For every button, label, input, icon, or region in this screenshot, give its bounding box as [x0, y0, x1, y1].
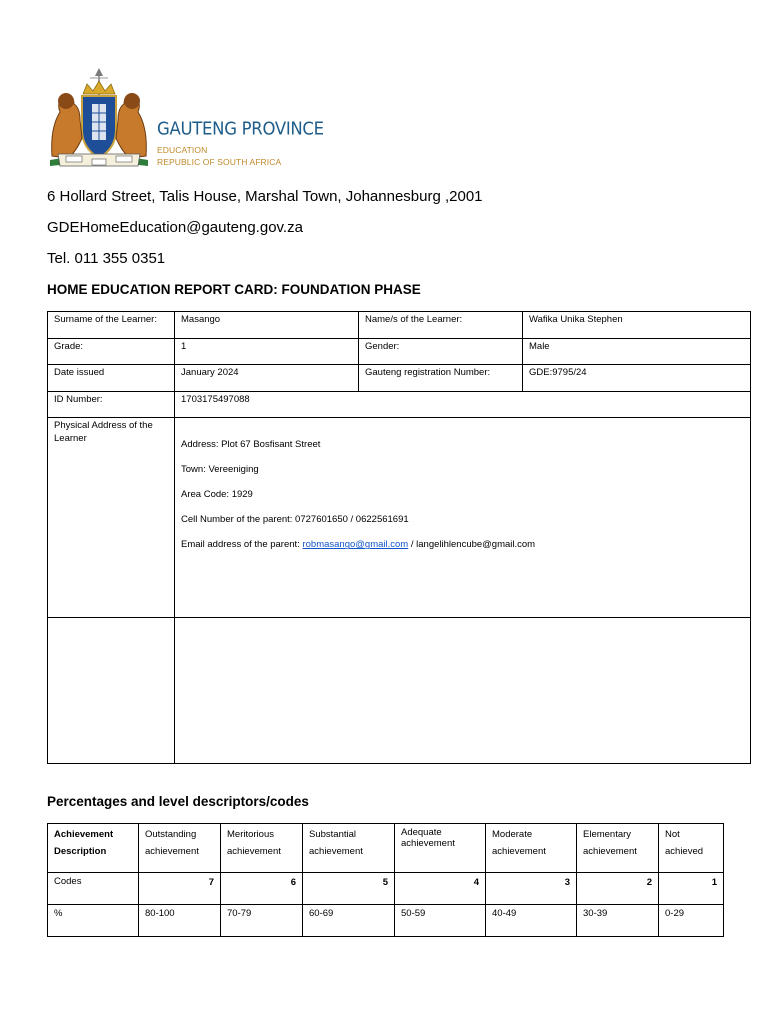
- level-desc: Outstanding: [145, 829, 197, 840]
- table-row: [48, 418, 751, 618]
- gender-label: Gender:: [359, 338, 523, 365]
- id-number-value: 1703175497088: [175, 391, 751, 418]
- blank-cell: [175, 618, 751, 764]
- office-email: GDEHomeEducation@gauteng.gov.za: [47, 219, 303, 236]
- physical-address-details: [175, 418, 751, 618]
- levels-title: Percentages and level descriptors/codes: [47, 794, 309, 809]
- date-issued-label: Date issued: [48, 365, 175, 392]
- codes-label: Codes: [48, 873, 139, 905]
- date-issued-value: January 2024: [175, 365, 359, 392]
- level-percent: 60-69: [303, 905, 395, 937]
- gender-value: Male: [523, 338, 751, 365]
- level-code: 3: [486, 873, 577, 905]
- level-desc: Substantial: [309, 829, 357, 840]
- brand-subtitle-country: REPUBLIC OF SOUTH AFRICA: [157, 157, 282, 167]
- table-row: [48, 873, 724, 905]
- learner-info-table: [47, 311, 751, 764]
- brand-subtitle-education: EDUCATION: [157, 145, 208, 155]
- level-desc: Moderate: [492, 829, 533, 840]
- office-telephone: Tel. 011 355 0351: [47, 250, 166, 267]
- table-row: [48, 312, 751, 339]
- area-code-line: Area Code: 1929: [181, 489, 253, 501]
- parent-email-link[interactable]: robmasango@gmail.com: [302, 539, 409, 551]
- level-desc: achievement: [227, 846, 281, 857]
- physical-address-label: Physical Address of the Learner: [48, 418, 175, 618]
- address-line: Address: Plot 67 Bosfisant Street: [181, 439, 321, 451]
- level-desc-cell: [303, 824, 395, 873]
- parent-email-label: Email address of the parent:: [181, 539, 303, 551]
- percent-label: %: [48, 905, 139, 937]
- level-desc-cell: [659, 824, 724, 873]
- table-row: [48, 905, 724, 937]
- gauteng-logo: [46, 68, 324, 172]
- id-number-label: ID Number:: [48, 391, 175, 418]
- report-title: HOME EDUCATION REPORT CARD: FOUNDATION PHASE: [47, 282, 421, 297]
- parent-email-line: [181, 538, 744, 551]
- coat-of-arms-icon: [46, 68, 152, 172]
- level-code: 5: [303, 873, 395, 905]
- town-line: Town: Vereeniging: [181, 464, 259, 476]
- table-row: [48, 618, 751, 764]
- level-desc-cell: [139, 824, 221, 873]
- grade-value: 1: [175, 338, 359, 365]
- level-desc: Meritorious: [227, 829, 274, 840]
- level-desc: achievement: [145, 846, 199, 857]
- level-desc: achieved: [665, 846, 704, 857]
- level-desc-cell: [577, 824, 659, 873]
- level-desc: achievement: [492, 846, 546, 857]
- registration-value: GDE:9795/24: [523, 365, 751, 392]
- level-code: 6: [221, 873, 303, 905]
- surname-value: Masango: [175, 312, 359, 339]
- surname-label: Surname of the Learner:: [48, 312, 175, 339]
- grade-label: Grade:: [48, 338, 175, 365]
- brand-title: GAUTENG PROVINCE: [157, 118, 324, 139]
- level-percent: 40-49: [486, 905, 577, 937]
- header-line-1: Achievement: [54, 829, 114, 840]
- level-desc-cell: [395, 824, 486, 873]
- table-row: [48, 365, 751, 392]
- level-code: 2: [577, 873, 659, 905]
- parent-cell-line: Cell Number of the parent: 0727601650 / 0622561691: [181, 514, 409, 526]
- level-percent: 50-59: [395, 905, 486, 937]
- level-percent: 70-79: [221, 905, 303, 937]
- level-desc: Elementary: [583, 829, 632, 840]
- achievement-description-header: [48, 824, 139, 873]
- level-desc-cell: [486, 824, 577, 873]
- levels-table: [47, 823, 724, 937]
- level-code: 4: [395, 873, 486, 905]
- level-percent: 80-100: [139, 905, 221, 937]
- level-desc-cell: [221, 824, 303, 873]
- level-code: 1: [659, 873, 724, 905]
- header-line-2: Description: [54, 846, 107, 857]
- level-desc: achievement: [583, 846, 637, 857]
- level-percent: 0-29: [659, 905, 724, 937]
- blank-cell: [48, 618, 175, 764]
- names-value: Wafika Unika Stephen: [523, 312, 751, 339]
- level-percent: 30-39: [577, 905, 659, 937]
- level-desc: achievement: [309, 846, 363, 857]
- parent-email-secondary: / langelihlencube@gmail.com: [408, 539, 536, 551]
- level-desc: Not: [665, 829, 680, 840]
- level-desc: Adequate: [401, 827, 442, 838]
- table-row: [48, 338, 751, 365]
- level-code: 7: [139, 873, 221, 905]
- office-address: 6 Hollard Street, Talis House, Marshal Town, Johannesburg ,2001: [47, 188, 483, 205]
- names-label: Name/s of the Learner:: [359, 312, 523, 339]
- level-desc: achievement: [401, 838, 455, 849]
- table-row: [48, 391, 751, 418]
- registration-label: Gauteng registration Number:: [359, 365, 523, 392]
- table-row: [48, 824, 724, 873]
